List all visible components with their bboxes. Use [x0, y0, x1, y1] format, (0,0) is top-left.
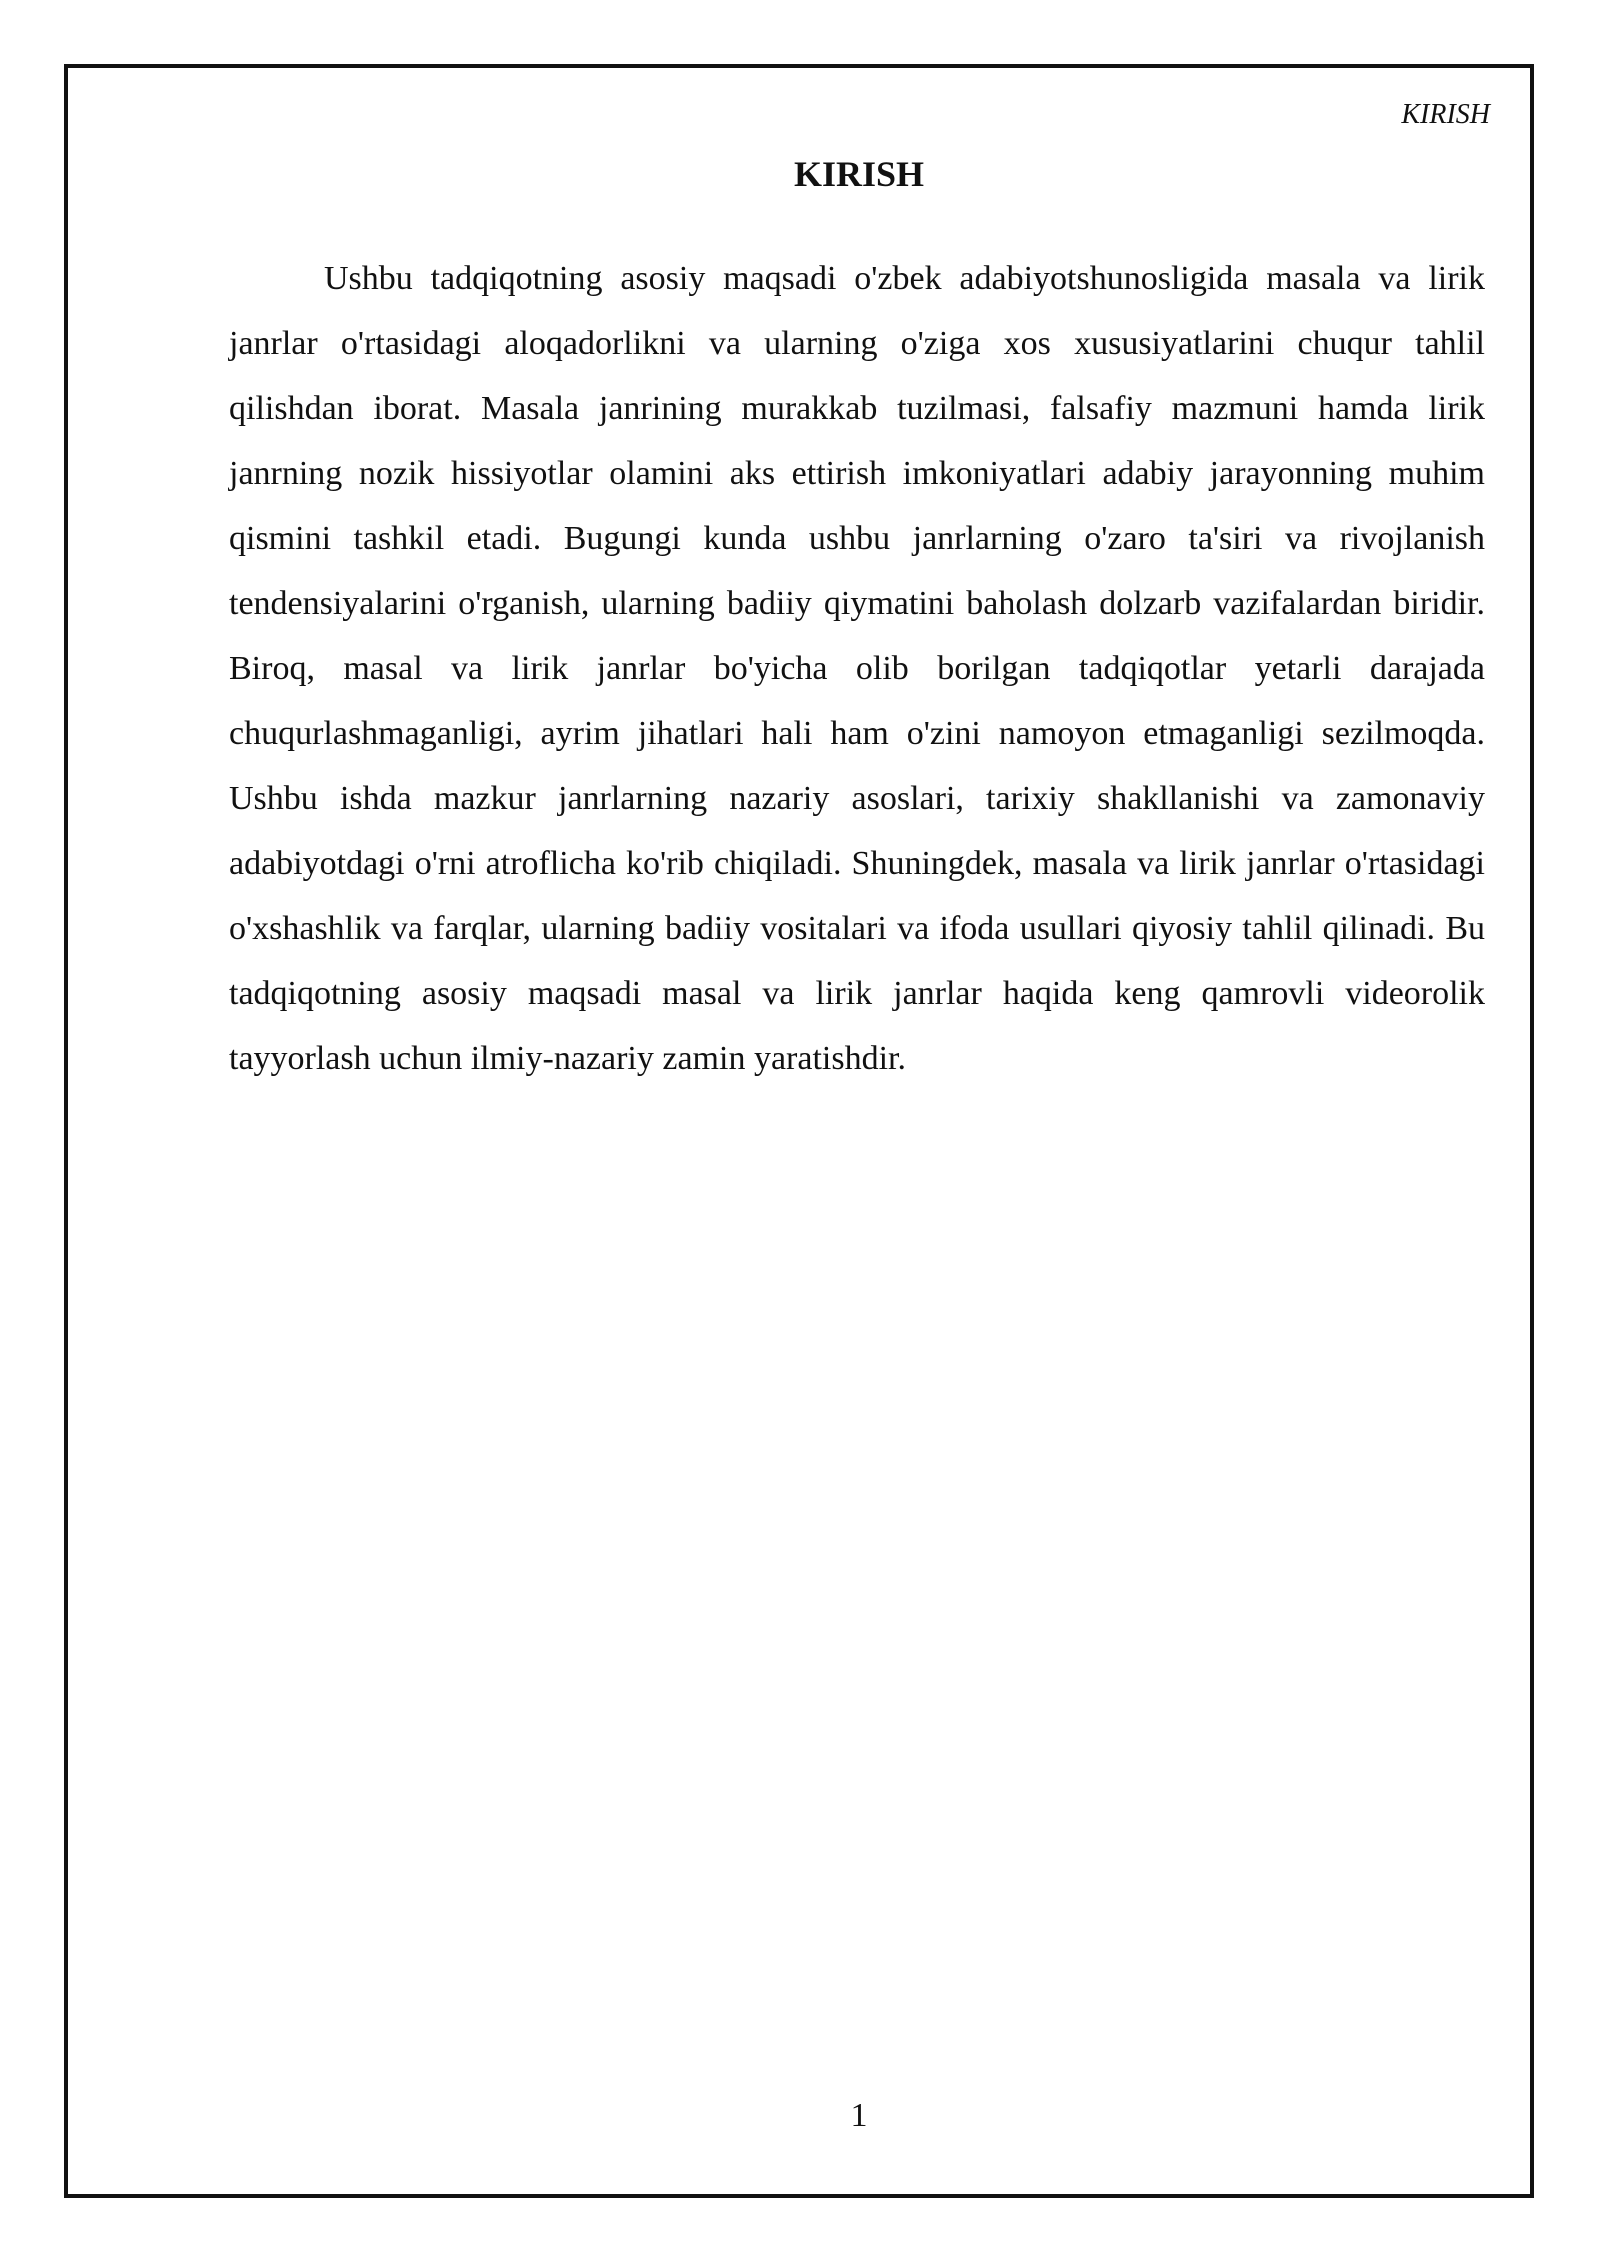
body-paragraph: Ushbu tadqiqotning asosiy maqsadi o'zbek adabiyotshunosligida masala va lirik janrlar o'rtasidagi aloqadorlikni va ularning o'ziga xos xususiyatlarini chuqur tahlil qilishdan iborat. Masala janrining murakkab tuzilmasi, falsafiy mazmuni hamda lirik janrning nozik hissiyotlar olamini aks ettirish imkoniyatlari adabiy jarayonning muhim qismini tashkil etadi. Bugungi kunda ushbu janrlarning o'zaro ta'siri va rivojlanish tendensiyalarini o'rganish, ularning badiiy qiymatini baholash dolzarb vazifalardan biridir. Biroq, masal va lirik janrlar bo'yicha olib borilgan tadqiqotlar yetarli darajada chuqurlashmaganligi, ayrim jihatlari hali ham o'zini namoyon etmaganligi sezilmoqda. Ushbu ishda mazkur janrlarning nazariy asoslari, tarixiy shakllanishi va zamonaviy adabiyotdagi o'rni atroflicha ko'rib chiqiladi. Shuningdek, masala va lirik janrlar o'rtasidagi o'xshashlik va farqlar, ularning badiiy vositalari va ifoda usullari qiyosiy tahlil qilinadi. Bu tadqiqotning asosiy maqsadi masal va lirik janrlar haqida keng qamrovli videorolik tayyorlash uchun ilmiy-nazariy zamin yaratishdir. [229, 260, 1485, 1077]
page-number: 1 [850, 2097, 868, 2134]
running-header: KIRISH [1401, 99, 1490, 130]
page-title: KIRISH [793, 154, 925, 194]
